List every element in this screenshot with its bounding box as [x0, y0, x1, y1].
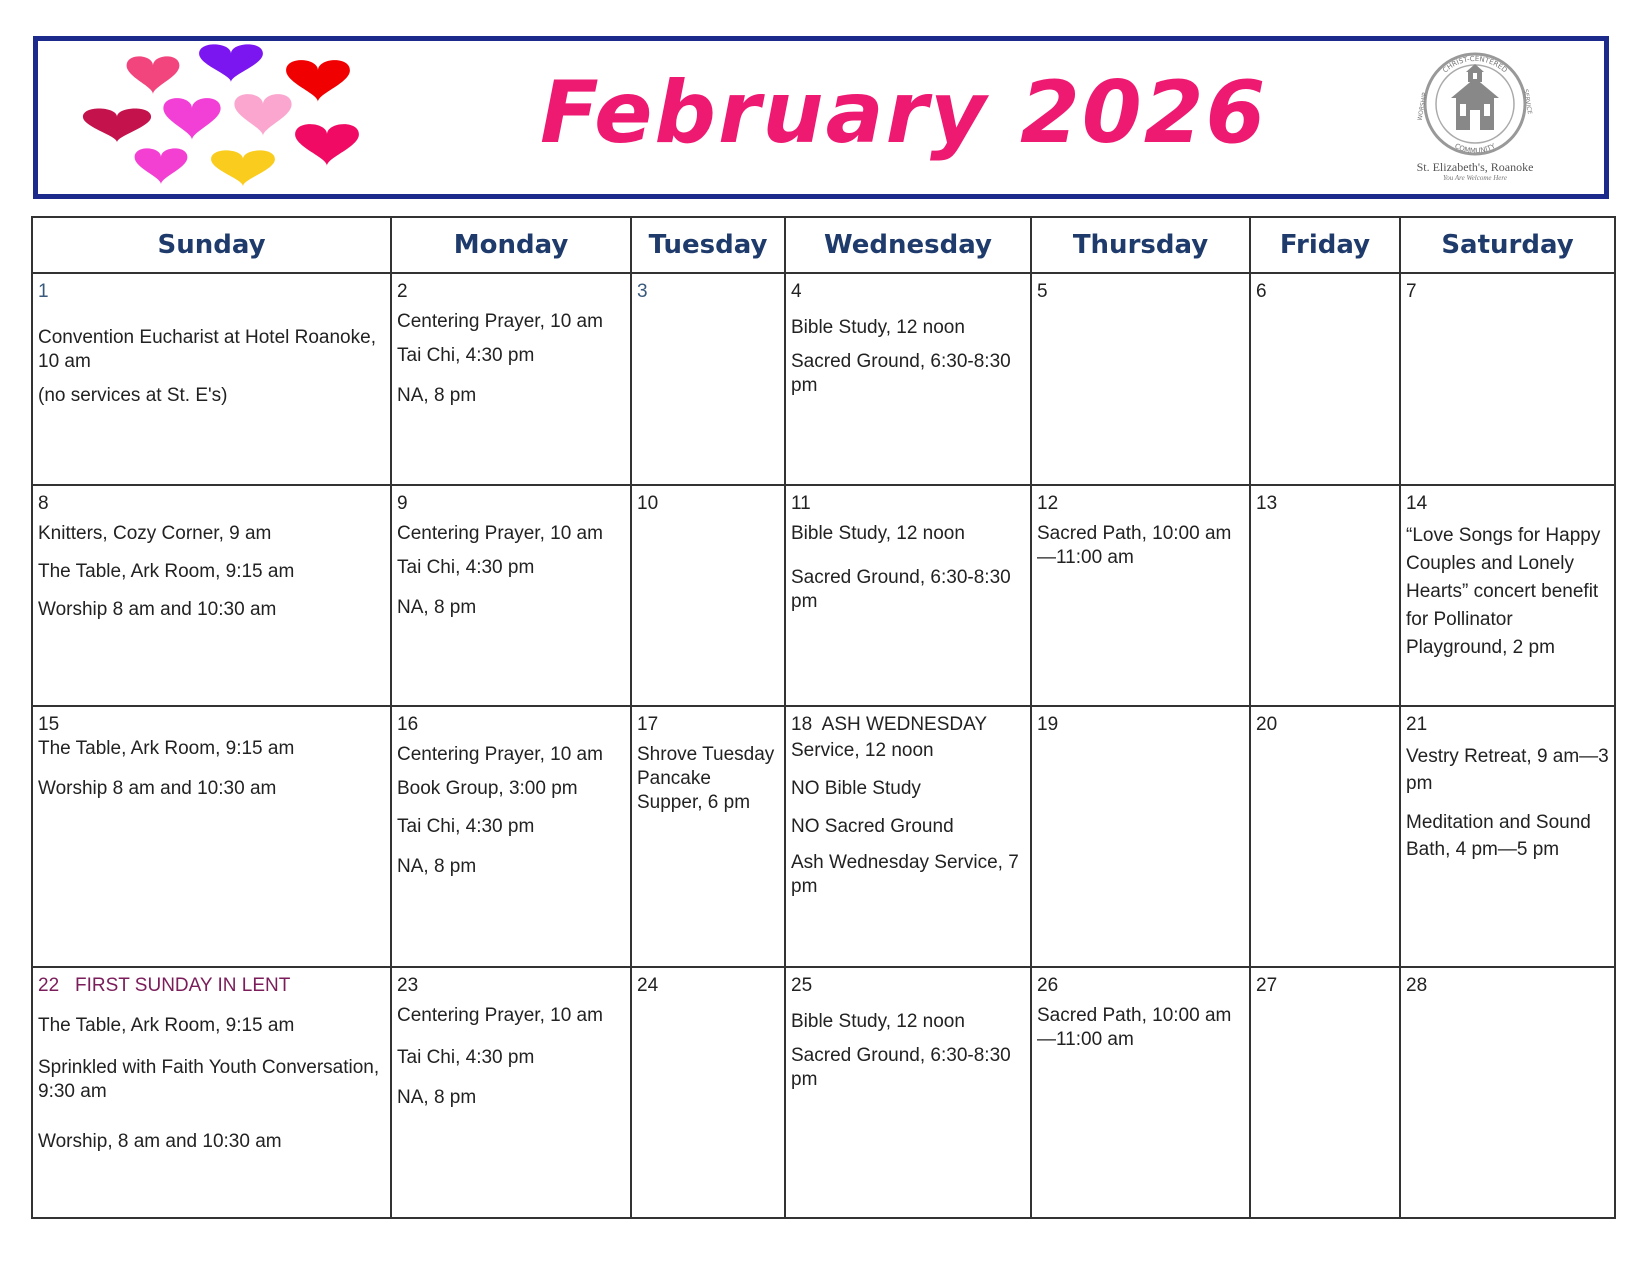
- day-number: 13: [1256, 493, 1278, 514]
- church-seal-icon: [1410, 52, 1540, 156]
- day-number: 18: [791, 714, 813, 735]
- event: Knitters, Cozy Corner, 9 am: [38, 523, 272, 544]
- day-number: 8: [38, 493, 49, 514]
- day-label: ASH WEDNESDAY: [821, 714, 988, 735]
- event: Sacred Path, 10:00 am—11:00 am: [1037, 523, 1232, 568]
- event: Tai Chi, 4:30 pm: [397, 345, 535, 366]
- event: NA, 8 pm: [397, 597, 477, 618]
- event: Sacred Path, 10:00 am—11:00 am: [1037, 1005, 1232, 1050]
- weekday-header-row: [32, 217, 1615, 273]
- day-number-with-label: [38, 974, 385, 998]
- day-number: 15: [38, 714, 60, 735]
- logo-ring-top: CHRIST-CENTERED: [1441, 54, 1509, 75]
- event: Sacred Ground, 6:30-8:30 pm: [791, 567, 1011, 612]
- day-number: 9: [397, 493, 408, 514]
- event: Meditation and Sound Bath, 4 pm—5 pm: [1406, 812, 1591, 860]
- day-number: 26: [1037, 975, 1059, 996]
- weekday-header: Thursday: [1031, 217, 1250, 273]
- event: Centering Prayer, 10 am: [397, 311, 603, 332]
- day-cell: [785, 485, 1031, 706]
- logo-ring-left: WORSHIP: [1416, 92, 1429, 122]
- event: Convention Eucharist at Hotel Roanoke, 10 am: [38, 327, 376, 372]
- day-cell: [631, 706, 785, 967]
- day-cell: [32, 485, 391, 706]
- event: NA, 8 pm: [397, 385, 477, 406]
- event: The Table, Ark Room, 9:15 am: [38, 1015, 295, 1036]
- event: The Table, Ark Room, 9:15 am: [38, 561, 295, 582]
- day-cell: [1400, 273, 1615, 485]
- day-number: 17: [637, 714, 659, 735]
- event: Worship 8 am and 10:30 am: [38, 599, 277, 620]
- event: Service, 12 noon: [791, 740, 934, 761]
- day-number-with-label: [791, 713, 1025, 737]
- heart-icon: [163, 98, 220, 140]
- day-number: 11: [791, 493, 811, 514]
- event: Centering Prayer, 10 am: [397, 1005, 603, 1026]
- event: Ash Wednesday Service, 7 pm: [791, 852, 1019, 897]
- day-number: 12: [1037, 493, 1059, 514]
- day-number: 7: [1406, 281, 1417, 302]
- day-cell: [785, 706, 1031, 967]
- day-cell: [391, 967, 631, 1218]
- day-number: 3: [637, 281, 648, 302]
- day-number: 19: [1037, 714, 1059, 735]
- event: Book Group, 3:00 pm: [397, 778, 578, 799]
- heart-icon: [83, 109, 151, 143]
- day-cell: [785, 273, 1031, 485]
- week-row: [32, 967, 1615, 1218]
- day-number: 21: [1406, 714, 1428, 735]
- day-number: 23: [397, 975, 419, 996]
- logo-caption: St. Elizabeth's, Roanoke: [1416, 160, 1534, 174]
- church-logo: [1390, 52, 1560, 192]
- heart-icon: [286, 60, 350, 102]
- heart-icon: [234, 94, 291, 136]
- event: Tai Chi, 4:30 pm: [397, 557, 535, 578]
- day-number: 28: [1406, 975, 1428, 996]
- day-number: 22: [38, 975, 60, 996]
- day-cell: [631, 967, 785, 1218]
- day-cell: [1031, 485, 1250, 706]
- weekday-header: Saturday: [1400, 217, 1615, 273]
- day-cell: [32, 967, 391, 1218]
- weekday-header: Tuesday: [631, 217, 785, 273]
- event: Tai Chi, 4:30 pm: [397, 1047, 535, 1068]
- day-number: 25: [791, 975, 813, 996]
- event: Worship 8 am and 10:30 am: [38, 778, 277, 799]
- weekday-header: Friday: [1250, 217, 1400, 273]
- day-number: 4: [791, 281, 802, 302]
- calendar-grid: [31, 216, 1616, 1219]
- day-cell: [32, 706, 391, 967]
- day-cell: [1250, 273, 1400, 485]
- day-number: 2: [397, 281, 408, 302]
- event: NA, 8 pm: [397, 1087, 477, 1108]
- day-cell: [391, 273, 631, 485]
- day-number: 27: [1256, 975, 1278, 996]
- day-cell: [32, 273, 391, 485]
- day-number: 1: [38, 281, 49, 302]
- event: Vestry Retreat, 9 am—3 pm: [1406, 746, 1609, 794]
- week-row: [32, 485, 1615, 706]
- day-number: 14: [1406, 493, 1428, 514]
- event: “Love Songs for Happy Couples and Lonely Hearts” concert benefit for Pollinator Playground, 2 pm: [1406, 525, 1601, 658]
- logo-ring-right: SERVICE: [1521, 88, 1534, 115]
- day-number: 20: [1256, 714, 1278, 735]
- event: Shrove Tuesday Pancake Supper, 6 pm: [637, 744, 775, 813]
- day-cell: [631, 485, 785, 706]
- day-cell: [1400, 706, 1615, 967]
- weekday-header: Sunday: [32, 217, 391, 273]
- day-cell: [1400, 967, 1615, 1218]
- day-cell: [1400, 485, 1615, 706]
- logo-tagline: You Are Welcome Here: [1443, 174, 1507, 183]
- event: Sacred Ground, 6:30-8:30 pm: [791, 1045, 1011, 1090]
- day-number: 16: [397, 714, 419, 735]
- event: Centering Prayer, 10 am: [397, 523, 603, 544]
- day-label: FIRST SUNDAY IN LENT: [74, 975, 291, 996]
- heart-icon: [199, 44, 263, 82]
- event: The Table, Ark Room, 9:15 am: [38, 738, 295, 759]
- day-number: 10: [637, 493, 659, 514]
- weekday-header: Monday: [391, 217, 631, 273]
- event: NO Sacred Ground: [791, 816, 954, 837]
- event: Bible Study, 12 noon: [791, 317, 965, 338]
- heart-icon: [295, 124, 359, 166]
- day-number: 24: [637, 975, 659, 996]
- day-cell: [1250, 706, 1400, 967]
- page-title: February 2026: [540, 63, 1268, 163]
- day-cell: [1250, 485, 1400, 706]
- event: Centering Prayer, 10 am: [397, 744, 603, 765]
- weekday-header: Wednesday: [785, 217, 1031, 273]
- day-cell: [391, 706, 631, 967]
- day-number: 5: [1037, 281, 1048, 302]
- event: Bible Study, 12 noon: [791, 1011, 965, 1032]
- day-cell: [391, 485, 631, 706]
- event: NA, 8 pm: [397, 856, 477, 877]
- heart-icon: [211, 150, 275, 186]
- day-cell: [631, 273, 785, 485]
- day-cell: [1031, 706, 1250, 967]
- event: Bible Study, 12 noon: [791, 523, 965, 544]
- week-row: [32, 273, 1615, 485]
- hearts-decoration: [80, 40, 390, 200]
- week-row: [32, 706, 1615, 967]
- day-number: 6: [1256, 281, 1267, 302]
- day-cell: [1250, 967, 1400, 1218]
- heart-icon: [135, 148, 188, 184]
- logo-ring-bottom: COMMUNITY: [1453, 142, 1497, 156]
- event: NO Bible Study: [791, 778, 921, 799]
- event: (no services at St. E's): [38, 385, 228, 406]
- event: Sprinkled with Faith Youth Conversation, 9:30 am: [38, 1057, 380, 1102]
- event: Tai Chi, 4:30 pm: [397, 816, 535, 837]
- day-cell: [1031, 967, 1250, 1218]
- event: Sacred Ground, 6:30-8:30 pm: [791, 351, 1011, 396]
- day-cell: [785, 967, 1031, 1218]
- day-cell: [1031, 273, 1250, 485]
- event: Worship, 8 am and 10:30 am: [38, 1131, 282, 1152]
- heart-icon: [127, 56, 180, 94]
